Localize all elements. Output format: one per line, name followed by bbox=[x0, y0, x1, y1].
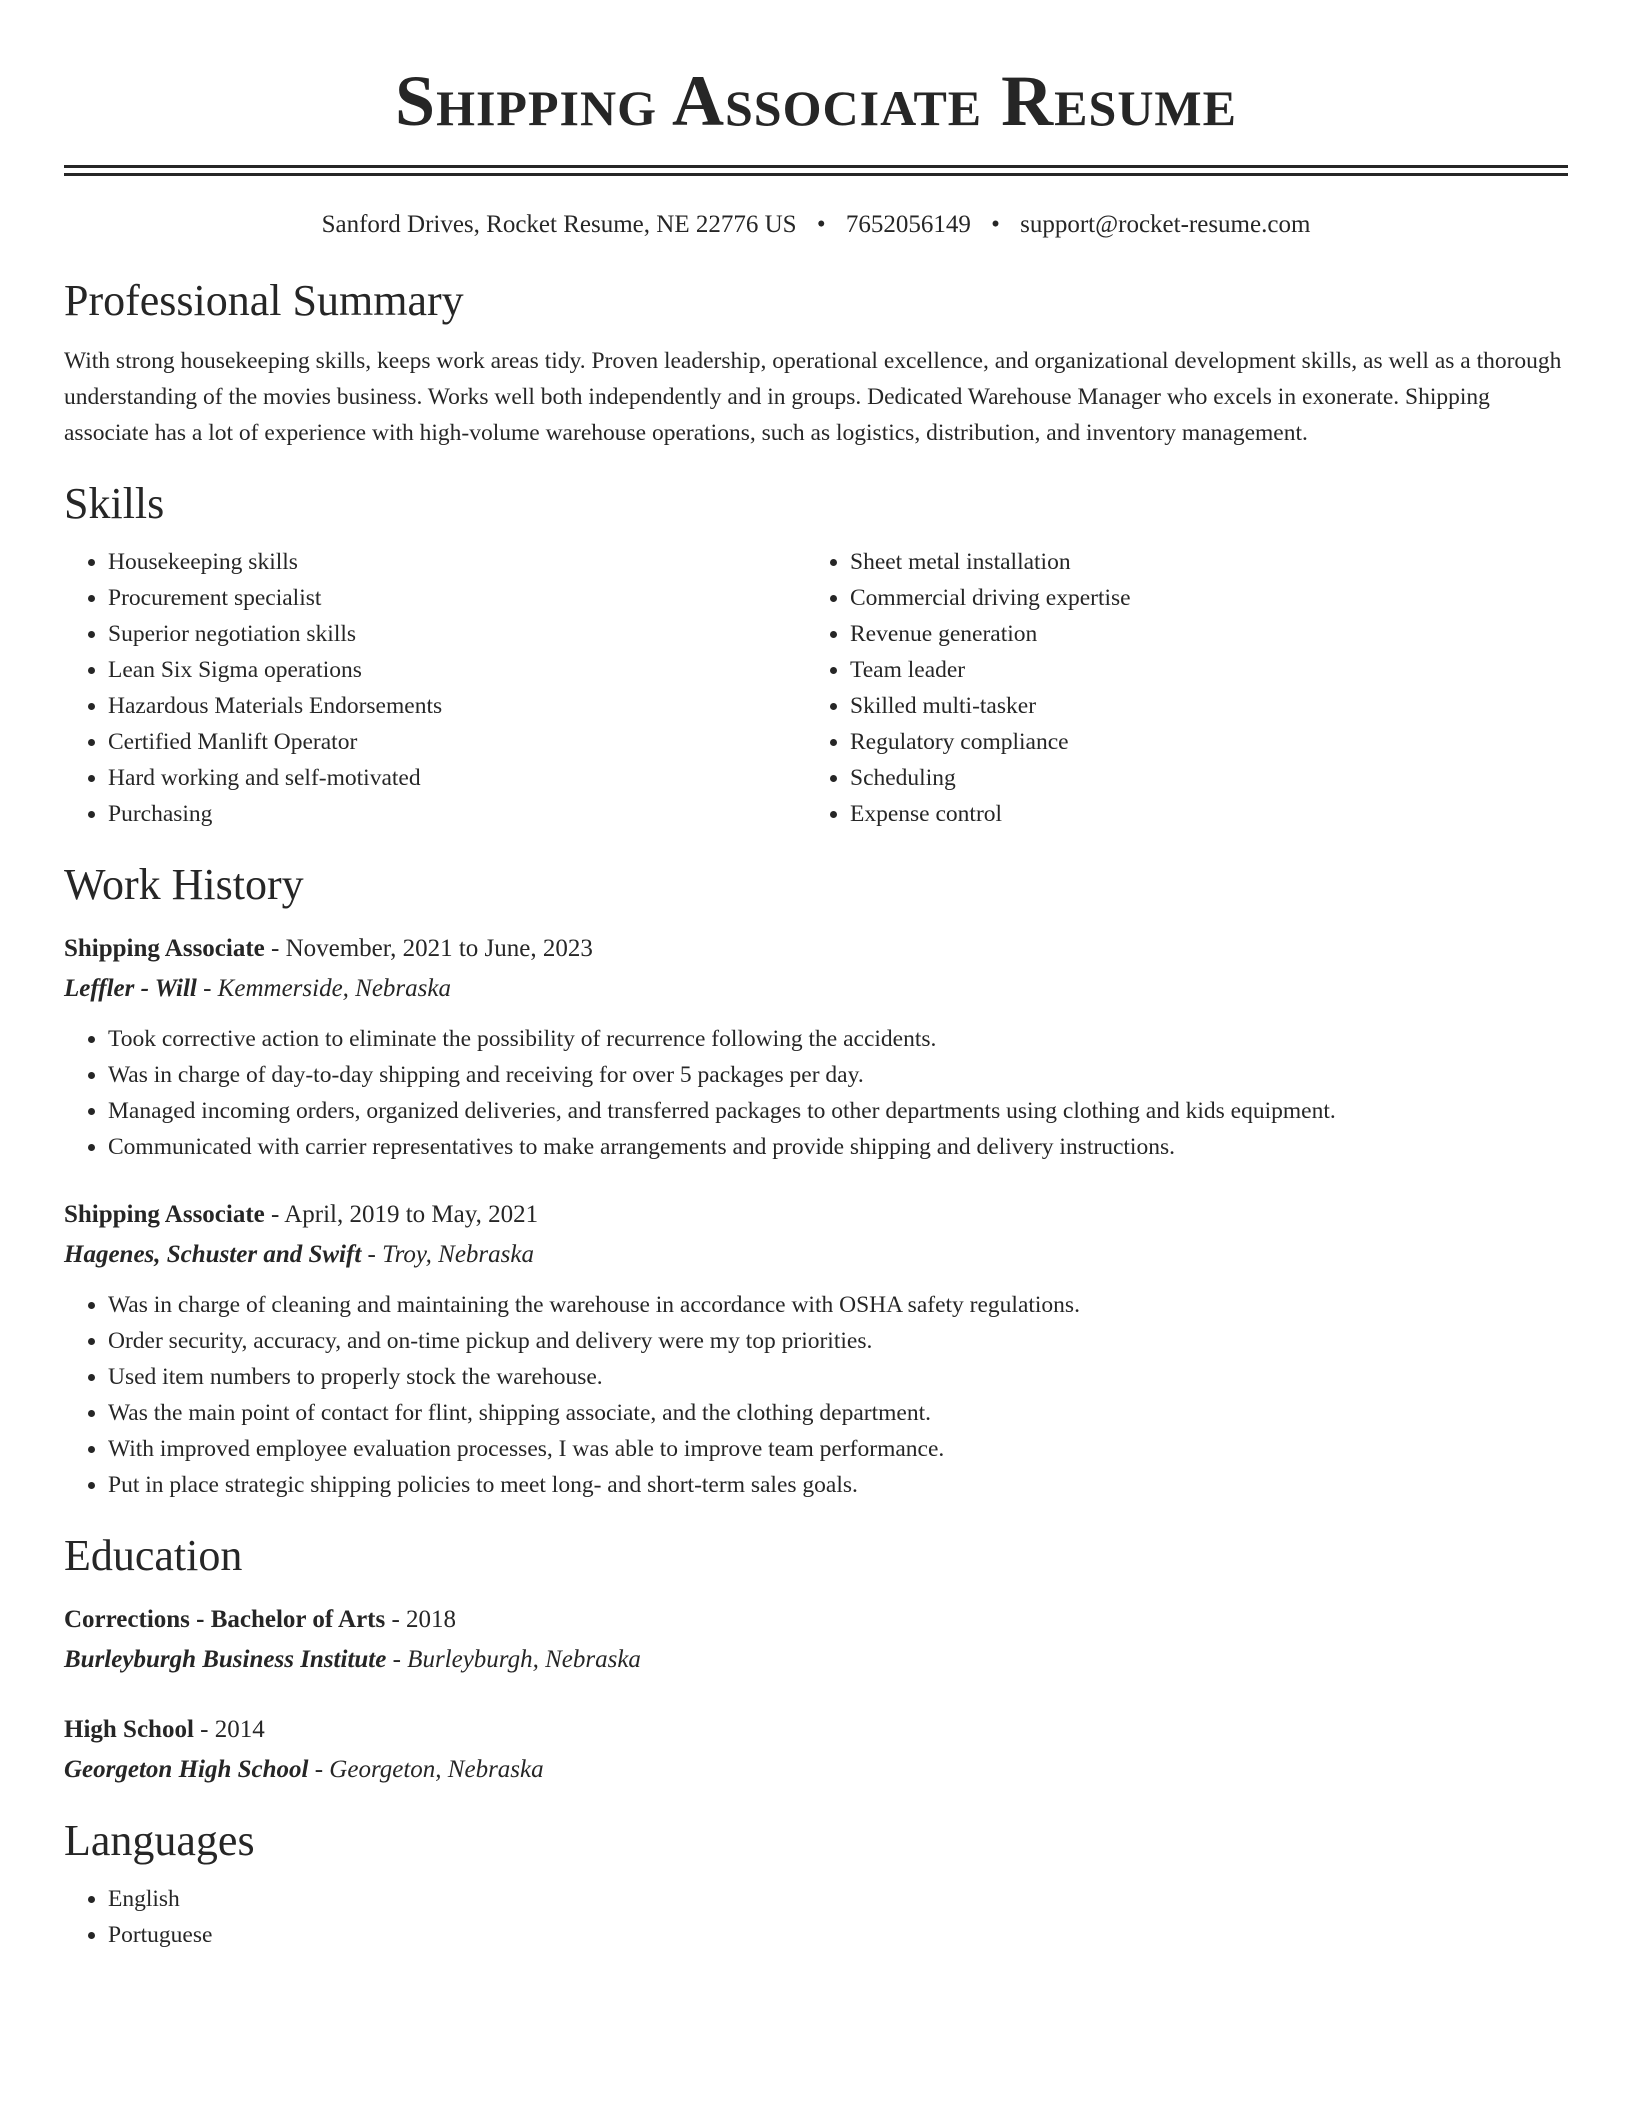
languages-list bbox=[64, 1881, 1568, 1953]
job-location: - Troy, Nebraska bbox=[361, 1241, 534, 1268]
job-role: Shipping Associate bbox=[64, 1201, 265, 1228]
skill-item: • Scheduling bbox=[850, 760, 1548, 796]
job-duties bbox=[64, 1287, 1568, 1503]
education-year: - 2014 bbox=[193, 1716, 265, 1743]
contact-phone: 7652056149 bbox=[845, 211, 971, 238]
languages-heading: Languages bbox=[64, 1816, 255, 1865]
language-item: • Portuguese bbox=[108, 1917, 1568, 1953]
job-duty: • With improved employee evaluation processes, I was able to improve team performance. bbox=[108, 1431, 1568, 1467]
education-school-line bbox=[64, 1642, 1568, 1678]
job-company: Hagenes, Schuster and Swift bbox=[64, 1241, 362, 1268]
education-school: Burleyburgh Business Institute bbox=[64, 1646, 387, 1673]
skill-item: • Superior negotiation skills bbox=[108, 616, 806, 652]
job-entry bbox=[64, 931, 1568, 1165]
contact-separator: • bbox=[991, 211, 1000, 238]
contact-separator: • bbox=[816, 211, 826, 238]
resume-title: Shipping Associate Resume bbox=[395, 61, 1237, 141]
summary-text: With strong housekeeping skills, keeps work areas tidy. Proven leadership, operational excellence, and organizational development skills, as well as a thorough understanding of the movies business. Works well both independently and in groups. Dedicated Warehouse Manager who excels in exonerate. Shipping associate has a lot of experience with high-volume warehouse operations, such as logistics, distribution, and inventory management. bbox=[64, 348, 1562, 446]
education-entry bbox=[64, 1712, 1568, 1788]
job-entry bbox=[64, 1197, 1568, 1503]
education-header bbox=[64, 1712, 1568, 1748]
education-degree: High School bbox=[64, 1716, 194, 1743]
job-employer bbox=[64, 1237, 1568, 1273]
job-duty: • Took corrective action to eliminate the possibility of recurrence following the accidents. bbox=[108, 1021, 1568, 1057]
education-school-line bbox=[64, 1752, 1568, 1788]
skills-list bbox=[64, 544, 1568, 832]
skill-item: • Regulatory compliance bbox=[850, 724, 1548, 760]
skill-item: • Expense control bbox=[850, 796, 1548, 832]
job-duty: • Was the main point of contact for flint, shipping associate, and the clothing department. bbox=[108, 1395, 1568, 1431]
job-dates: - November, 2021 to June, 2023 bbox=[264, 935, 593, 962]
job-role: Shipping Associate bbox=[64, 935, 265, 962]
job-duty: • Communicated with carrier representatives to make arrangements and provide shipping and delivery instructions. bbox=[108, 1129, 1568, 1165]
education-header bbox=[64, 1602, 1568, 1638]
education-year: - 2018 bbox=[385, 1606, 457, 1633]
job-duty: • Managed incoming orders, organized deliveries, and transferred packages to other departments using clothing and kids equipment. bbox=[108, 1093, 1568, 1129]
skill-item: • Purchasing bbox=[108, 796, 806, 832]
job-duties bbox=[64, 1021, 1568, 1165]
skill-item: • Hard working and self-motivated bbox=[108, 760, 806, 796]
job-employer bbox=[64, 971, 1568, 1007]
skills-column-right bbox=[806, 544, 1548, 832]
job-duty: • Used item numbers to properly stock the warehouse. bbox=[108, 1359, 1568, 1395]
job-duty: • Put in place strategic shipping policies to meet long- and short-term sales goals. bbox=[108, 1467, 1568, 1503]
skill-item: • Housekeeping skills bbox=[108, 544, 806, 580]
job-duty: • Was in charge of cleaning and maintaining the warehouse in accordance with OSHA safety regulations. bbox=[108, 1287, 1568, 1323]
education-school: Georgeton High School bbox=[64, 1756, 309, 1783]
job-header bbox=[64, 931, 1568, 967]
job-location: - Kemmerside, Nebraska bbox=[196, 975, 451, 1002]
skill-item: • Commercial driving expertise bbox=[850, 580, 1548, 616]
job-duty: • Order security, accuracy, and on-time pickup and delivery were my top priorities. bbox=[108, 1323, 1568, 1359]
skill-item: • Revenue generation bbox=[850, 616, 1548, 652]
job-dates: - April, 2019 to May, 2021 bbox=[264, 1201, 539, 1228]
education-entry bbox=[64, 1602, 1568, 1678]
skill-item: • Lean Six Sigma operations bbox=[108, 652, 806, 688]
contact-email: support@rocket-resume.com bbox=[1020, 211, 1311, 238]
education-heading: Education bbox=[64, 1531, 243, 1580]
summary-heading: Professional Summary bbox=[64, 276, 464, 325]
title-double-rule bbox=[64, 165, 1568, 176]
education-degree: Corrections - Bachelor of Arts bbox=[64, 1606, 386, 1633]
skill-item: • Skilled multi-tasker bbox=[850, 688, 1548, 724]
skills-column-left bbox=[64, 544, 806, 832]
language-item: • English bbox=[108, 1881, 1568, 1917]
skill-item: • Certified Manlift Operator bbox=[108, 724, 806, 760]
skills-heading: Skills bbox=[64, 479, 165, 528]
skill-item: • Sheet metal installation bbox=[850, 544, 1548, 580]
work-history-heading: Work History bbox=[64, 860, 304, 909]
job-duty: • Was in charge of day-to-day shipping and receiving for over 5 packages per day. bbox=[108, 1057, 1568, 1093]
job-header bbox=[64, 1197, 1568, 1233]
education-location: - Burleyburgh, Nebraska bbox=[386, 1646, 641, 1673]
skill-item: • Procurement specialist bbox=[108, 580, 806, 616]
skill-item: • Hazardous Materials Endorsements bbox=[108, 688, 806, 724]
job-company: Leffler - Will bbox=[64, 975, 197, 1002]
contact-line bbox=[64, 210, 1568, 240]
education-location: - Georgeton, Nebraska bbox=[308, 1756, 544, 1783]
skill-item: • Team leader bbox=[850, 652, 1548, 688]
contact-address: Sanford Drives, Rocket Resume, NE 22776 US bbox=[321, 211, 797, 238]
